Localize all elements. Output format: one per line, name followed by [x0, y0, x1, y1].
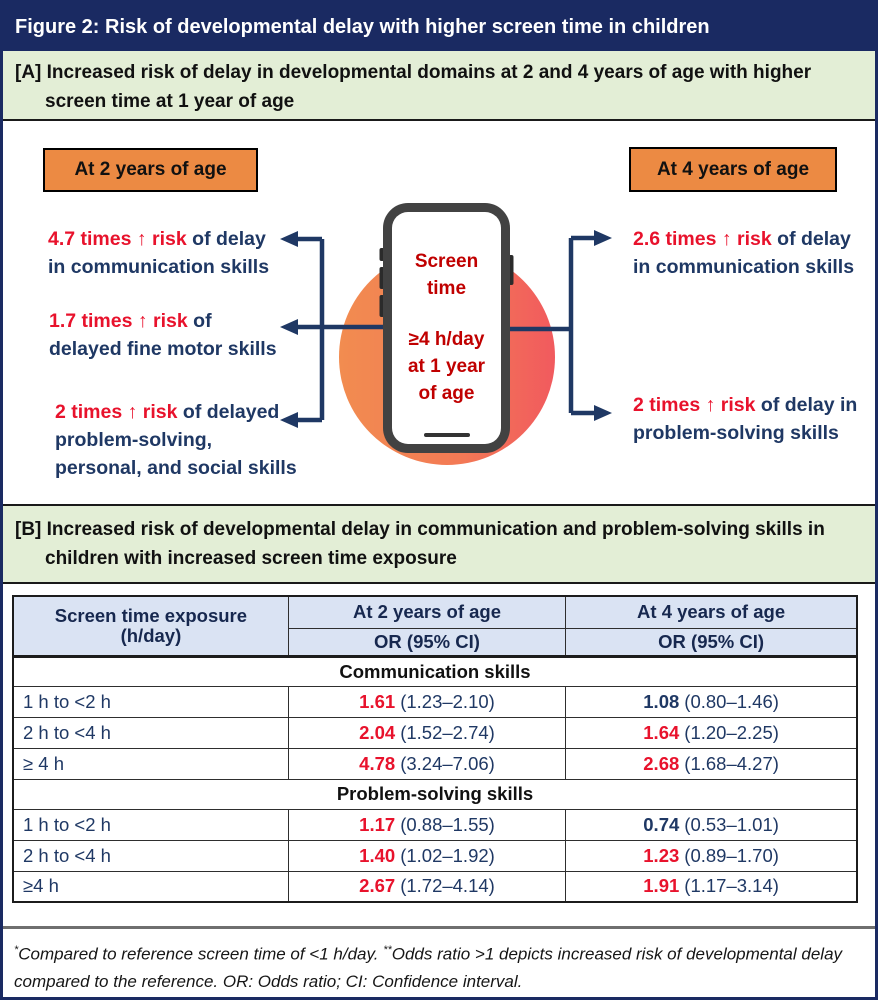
phone-screen-text	[383, 248, 510, 407]
or-value-cell: 1.61 (1.23–2.10)	[288, 686, 565, 717]
table-row	[13, 748, 857, 779]
age-2-label-box: At 2 years of age	[43, 148, 258, 192]
phone-text-line: Screen	[414, 251, 479, 272]
table-row	[13, 871, 857, 902]
section-b-heading-line1: [B] Increased risk of developmental delay in communication and problem-solving skills in	[15, 519, 825, 540]
or-value-cell: 1.17 (0.88–1.55)	[288, 809, 565, 840]
or-value-cell: 1.23 (0.89–1.70)	[566, 840, 857, 871]
or-value-cell: 1.08 (0.80–1.46)	[566, 686, 857, 717]
section-b-heading	[3, 504, 875, 584]
phone-text-gap	[383, 302, 510, 326]
table-row	[13, 809, 857, 840]
phone-text-line: time	[426, 278, 467, 299]
exposure-cell: 2 h to <4 h	[13, 840, 288, 871]
col-header-exposure: Screen time exposure (h/day)	[13, 596, 288, 656]
footnote-divider	[3, 926, 875, 929]
table-section-communication: Communication skills	[13, 656, 857, 686]
figure-title: Figure 2: Risk of developmental delay with higher screen time in children	[15, 16, 710, 38]
or-value-cell: 2.04 (1.52–2.74)	[288, 717, 565, 748]
table-row	[13, 686, 857, 717]
odds-ratio-table	[12, 595, 858, 903]
footnote: *Compared to reference screen time of <1 h/day. **Odds ratio >1 depicts increased risk of developmental delay compared to the reference. OR: Odds ratio; CI: Confidence interval.	[14, 944, 843, 991]
section-a-diagram	[3, 121, 875, 504]
age-4-label-box: At 4 years of age	[629, 147, 837, 192]
risk-2y-communication: 4.7 times ↑ risk of delay in communication skills	[48, 228, 270, 278]
col-header-age2: At 2 years of age	[288, 596, 565, 628]
or-value-cell: 1.40 (1.02–1.92)	[288, 840, 565, 871]
col-subheader-or-age2: OR (95% CI)	[288, 628, 565, 656]
footnote-asterisk: *	[14, 944, 19, 956]
or-value-cell: 1.91 (1.17–3.14)	[566, 871, 857, 902]
section-a-heading-line1: [A] Increased risk of delay in developmental domains at 2 and 4 years of age with higher	[15, 62, 812, 83]
risk-2y-fine-motor: 1.7 times ↑ risk of delayed fine motor skills	[49, 310, 277, 360]
section-b-heading-line2: children with increased screen time exposure	[45, 548, 457, 569]
or-value-cell: 0.74 (0.53–1.01)	[566, 809, 857, 840]
phone-text-line: at 1 year	[407, 356, 486, 377]
figure-title-bar	[3, 3, 875, 51]
table-row	[13, 840, 857, 871]
exposure-cell: 2 h to <4 h	[13, 717, 288, 748]
exposure-cell: 1 h to <2 h	[13, 686, 288, 717]
risk-4y-communication: 2.6 times ↑ risk of delay in communication skills	[633, 228, 855, 278]
risk-4y-problem-solving: 2 times ↑ risk of delay in problem-solving skills	[633, 394, 858, 444]
or-value-cell: 4.78 (3.24–7.06)	[288, 748, 565, 779]
or-value-cell: 2.68 (1.68–4.27)	[566, 748, 857, 779]
risk-2y-problem-solving: 2 times ↑ risk of delayed problem-solving, personal, and social skills	[55, 401, 297, 479]
phone-home-indicator	[424, 433, 470, 437]
or-value-cell: 2.67 (1.72–4.14)	[288, 871, 565, 902]
table-section-problem-solving: Problem-solving skills	[13, 779, 857, 809]
exposure-cell: ≥ 4 h	[13, 748, 288, 779]
phone-text-line: of age	[418, 383, 475, 404]
phone-text-line: ≥4 h/day	[408, 329, 485, 350]
section-a-heading-line2: screen time at 1 year of age	[45, 91, 295, 112]
section-a-heading	[3, 51, 875, 121]
footnote-double-asterisk: **	[383, 944, 392, 956]
col-header-age4: At 4 years of age	[566, 596, 857, 628]
or-value-cell: 1.64 (1.20–2.25)	[566, 717, 857, 748]
col-subheader-or-age4: OR (95% CI)	[566, 628, 857, 656]
exposure-cell: ≥4 h	[13, 871, 288, 902]
exposure-cell: 1 h to <2 h	[13, 809, 288, 840]
table-row	[13, 717, 857, 748]
